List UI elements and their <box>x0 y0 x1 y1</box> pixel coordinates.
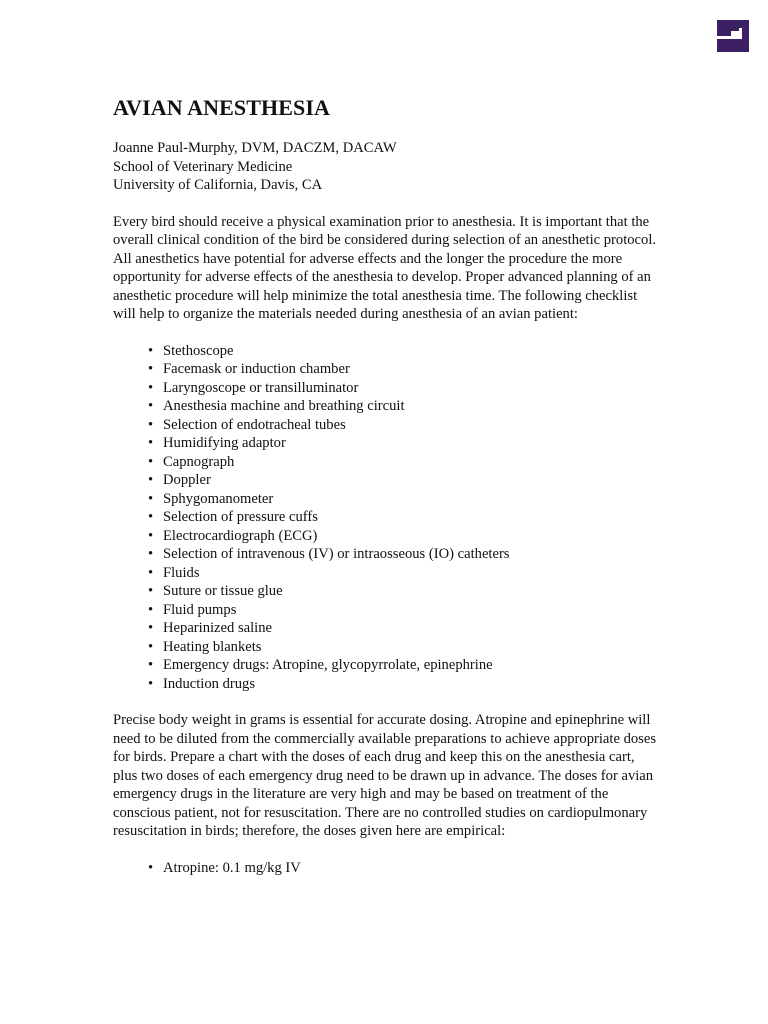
bullet-icon: • <box>148 453 154 470</box>
list-item <box>148 508 658 527</box>
list-item <box>148 601 658 620</box>
list-item-text: Selection of intravenous (IV) or intraosseous (IO) catheters <box>163 546 510 562</box>
list-item <box>148 675 658 694</box>
document-title: AVIAN ANESTHESIA <box>113 95 330 120</box>
author-university: University of California, Davis, CA <box>113 177 323 193</box>
bullet-icon: • <box>148 657 154 673</box>
bullet-icon: • <box>148 379 154 396</box>
bullet-icon: • <box>148 416 154 433</box>
dose-list <box>113 859 658 878</box>
list-item-text: Stethoscope <box>163 342 234 359</box>
list-item <box>148 379 658 398</box>
bullet-icon: • <box>148 564 154 581</box>
bullet-icon: • <box>148 361 154 377</box>
list-item <box>148 619 658 638</box>
bullet-icon: • <box>148 435 154 451</box>
list-item <box>148 397 658 416</box>
list-item-text: Atropine: 0.1 mg/kg IV <box>163 859 301 876</box>
bullet-icon: • <box>148 472 154 488</box>
author-name: Joanne Paul-Murphy, DVM, DACZM, DACAW <box>113 140 397 156</box>
bullet-icon: • <box>148 583 154 599</box>
document-page <box>113 94 658 877</box>
bullet-icon: • <box>148 342 154 359</box>
list-item-text: Doppler <box>163 472 211 488</box>
bullet-icon: • <box>148 509 154 525</box>
brand-logo-icon-graphic <box>717 20 749 52</box>
list-item-text: Fluid pumps <box>163 601 237 618</box>
brand-logo-icon[interactable] <box>717 20 749 52</box>
list-item <box>148 342 658 361</box>
bullet-icon: • <box>148 601 154 618</box>
bullet-icon: • <box>148 675 154 692</box>
dosing-paragraph: Precise body weight in grams is essential for accurate dosing. Atropine and epinephrine will need to be diluted from the commercially available preparations to achieve appropriate doses for birds. Prepare a chart with the doses of each drug and keep this on the anesthesia cart, plus two doses of each emergency drug need to be drawn up in advance. The doses for avian emergency drugs in the literature are very high and may be based on treatment of the conscious patient, not for resuscitation. There are no controlled studies on cardiopulmonary resuscitation in birds; therefore, the doses given here are empirical: <box>113 712 656 839</box>
list-item <box>148 582 658 601</box>
bullet-icon: • <box>148 638 154 655</box>
author-school: School of Veterinary Medicine <box>113 158 293 175</box>
list-item-text: Laryngoscope or transilluminator <box>163 379 359 396</box>
author-block <box>113 139 658 195</box>
list-item-text: Humidifying adaptor <box>163 435 286 451</box>
equipment-checklist <box>113 342 658 694</box>
list-item <box>148 638 658 657</box>
list-item-text: Suture or tissue glue <box>163 583 283 599</box>
list-item-text: Fluids <box>163 564 200 581</box>
bullet-icon: • <box>148 546 154 562</box>
bullet-icon: • <box>148 490 154 507</box>
bullet-icon: • <box>148 859 154 876</box>
list-item-text: Anesthesia machine and breathing circuit <box>163 398 405 414</box>
list-item <box>148 471 658 490</box>
list-item <box>148 545 658 564</box>
list-item <box>148 656 658 675</box>
list-item <box>148 490 658 509</box>
list-item-text: Selection of pressure cuffs <box>163 509 318 525</box>
list-item-text: Emergency drugs: Atropine, glycopyrrolate, epinephrine <box>163 657 493 673</box>
list-item-text: Selection of endotracheal tubes <box>163 416 346 433</box>
list-item-text: Facemask or induction chamber <box>163 361 350 377</box>
list-item-text: Induction drugs <box>163 675 256 692</box>
list-item <box>148 859 658 878</box>
list-item-text: Heating blankets <box>163 638 262 655</box>
list-item <box>148 416 658 435</box>
list-item-text: Heparinized saline <box>163 620 272 636</box>
intro-paragraph: Every bird should receive a physical examination prior to anesthesia. It is important that the overall clinical condition of the bird be considered during selection of an anesthetic protocol. All anesthetics have potential for adverse effects and the longer the procedure the more opportunity for adverse effects of the anesthesia to develop. Proper advanced planning of an anesthetic procedure will help minimize the total anesthesia time. The following checklist will help to organize the materials needed during anesthesia of an avian patient: <box>113 213 657 322</box>
list-item <box>148 453 658 472</box>
list-item <box>148 527 658 546</box>
list-item <box>148 360 658 379</box>
list-item-text: Sphygomanometer <box>163 490 274 507</box>
bullet-icon: • <box>148 620 154 636</box>
list-item <box>148 434 658 453</box>
bullet-icon: • <box>148 527 154 544</box>
bullet-icon: • <box>148 398 154 414</box>
list-item-text: Electrocardiograph (ECG) <box>163 527 318 544</box>
list-item-text: Capnograph <box>163 453 235 470</box>
list-item <box>148 564 658 583</box>
